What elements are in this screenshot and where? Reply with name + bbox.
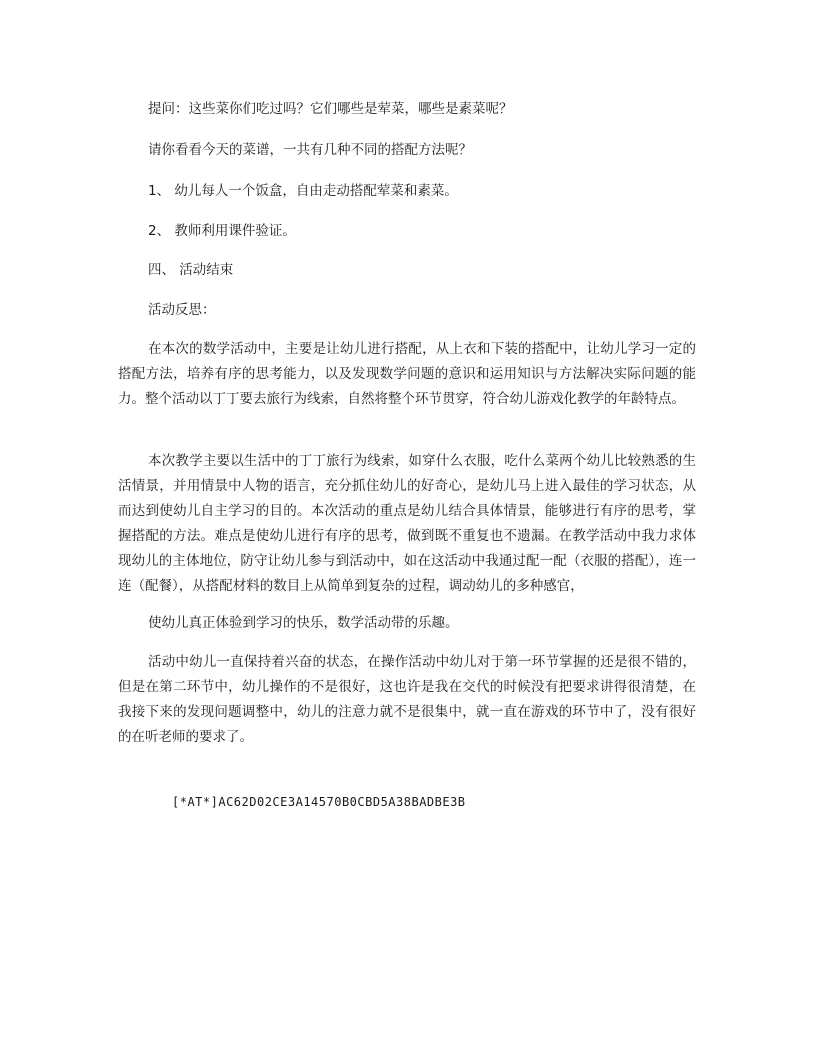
reflection-title: 活动反思： bbox=[148, 302, 216, 318]
menu-prompt-line: 请你看看今天的菜谱，一共有几种不同的搭配方法呢？ bbox=[148, 142, 472, 158]
reflection-paragraph-2: 本次教学主要以生活中的丁丁旅行为线索，如穿什么衣服，吃什么菜两个幼儿比较熟悉的生活情景，并用情景中人物的语言，充分抓住幼儿的好奇心，是幼儿马上进入最佳的学习状态，从而达到使幼儿自主学习的目的。本次活动的重点是幼儿结合具体情景，能够进行有序的思考，掌握搭配的方法。难点是使幼儿进行有序的思考，做到既不重复也不遗漏。在教学活动中我力求体现幼儿的主体地位，防守让幼儿参与到活动中，如在这活动中我通过配一配（衣服的搭配），连一连（配餐），从搭配材料的数目上从简单到复杂的过程，调动幼儿的多种感官， bbox=[118, 453, 696, 594]
list-item-1: 1、 幼儿每人一个饭盒，自由走动搭配荤菜和素菜。 bbox=[148, 183, 458, 199]
reflection-paragraph-1: 在本次的数学活动中，主要是让幼儿进行搭配，从上衣和下装的搭配中，让幼儿学习一定的搭配方法，培养有序的思考能力，以及发现数学问题的意识和运用知识与方法解决实际问题的能力。整个活动以丁丁要去旅行为线索，自然将整个环节贯穿，符合幼儿游戏化教学的年龄特点。 bbox=[118, 341, 696, 407]
question-line: 提问：这些菜你们吃过吗？它们哪些是荤菜，哪些是素菜呢？ bbox=[148, 101, 513, 117]
reflection-paragraph-4: 活动中幼儿一直保持着兴奋的状态，在操作活动中幼儿对于第一环节掌握的还是很不错的，但是在第二环节中，幼儿操作的不是很好，这也许是我在交代的时候没有把要求讲得很清楚，在我接下来的发现问题调整中，幼儿的注意力就不是很集中，就一直在游戏的环节中了，没有很好的在听老师的要求了。 bbox=[118, 654, 696, 745]
document-id-code: [*AT*]AC62D02CE3A14570B0CBD5A38BADBE3B bbox=[172, 795, 466, 809]
reflection-paragraph-3: 使幼儿真正体验到学习的快乐，数学活动带的乐趣。 bbox=[148, 615, 459, 631]
section-heading-end-activity: 四、 活动结束 bbox=[148, 262, 234, 278]
list-item-2: 2、 教师利用课件验证。 bbox=[148, 223, 296, 239]
